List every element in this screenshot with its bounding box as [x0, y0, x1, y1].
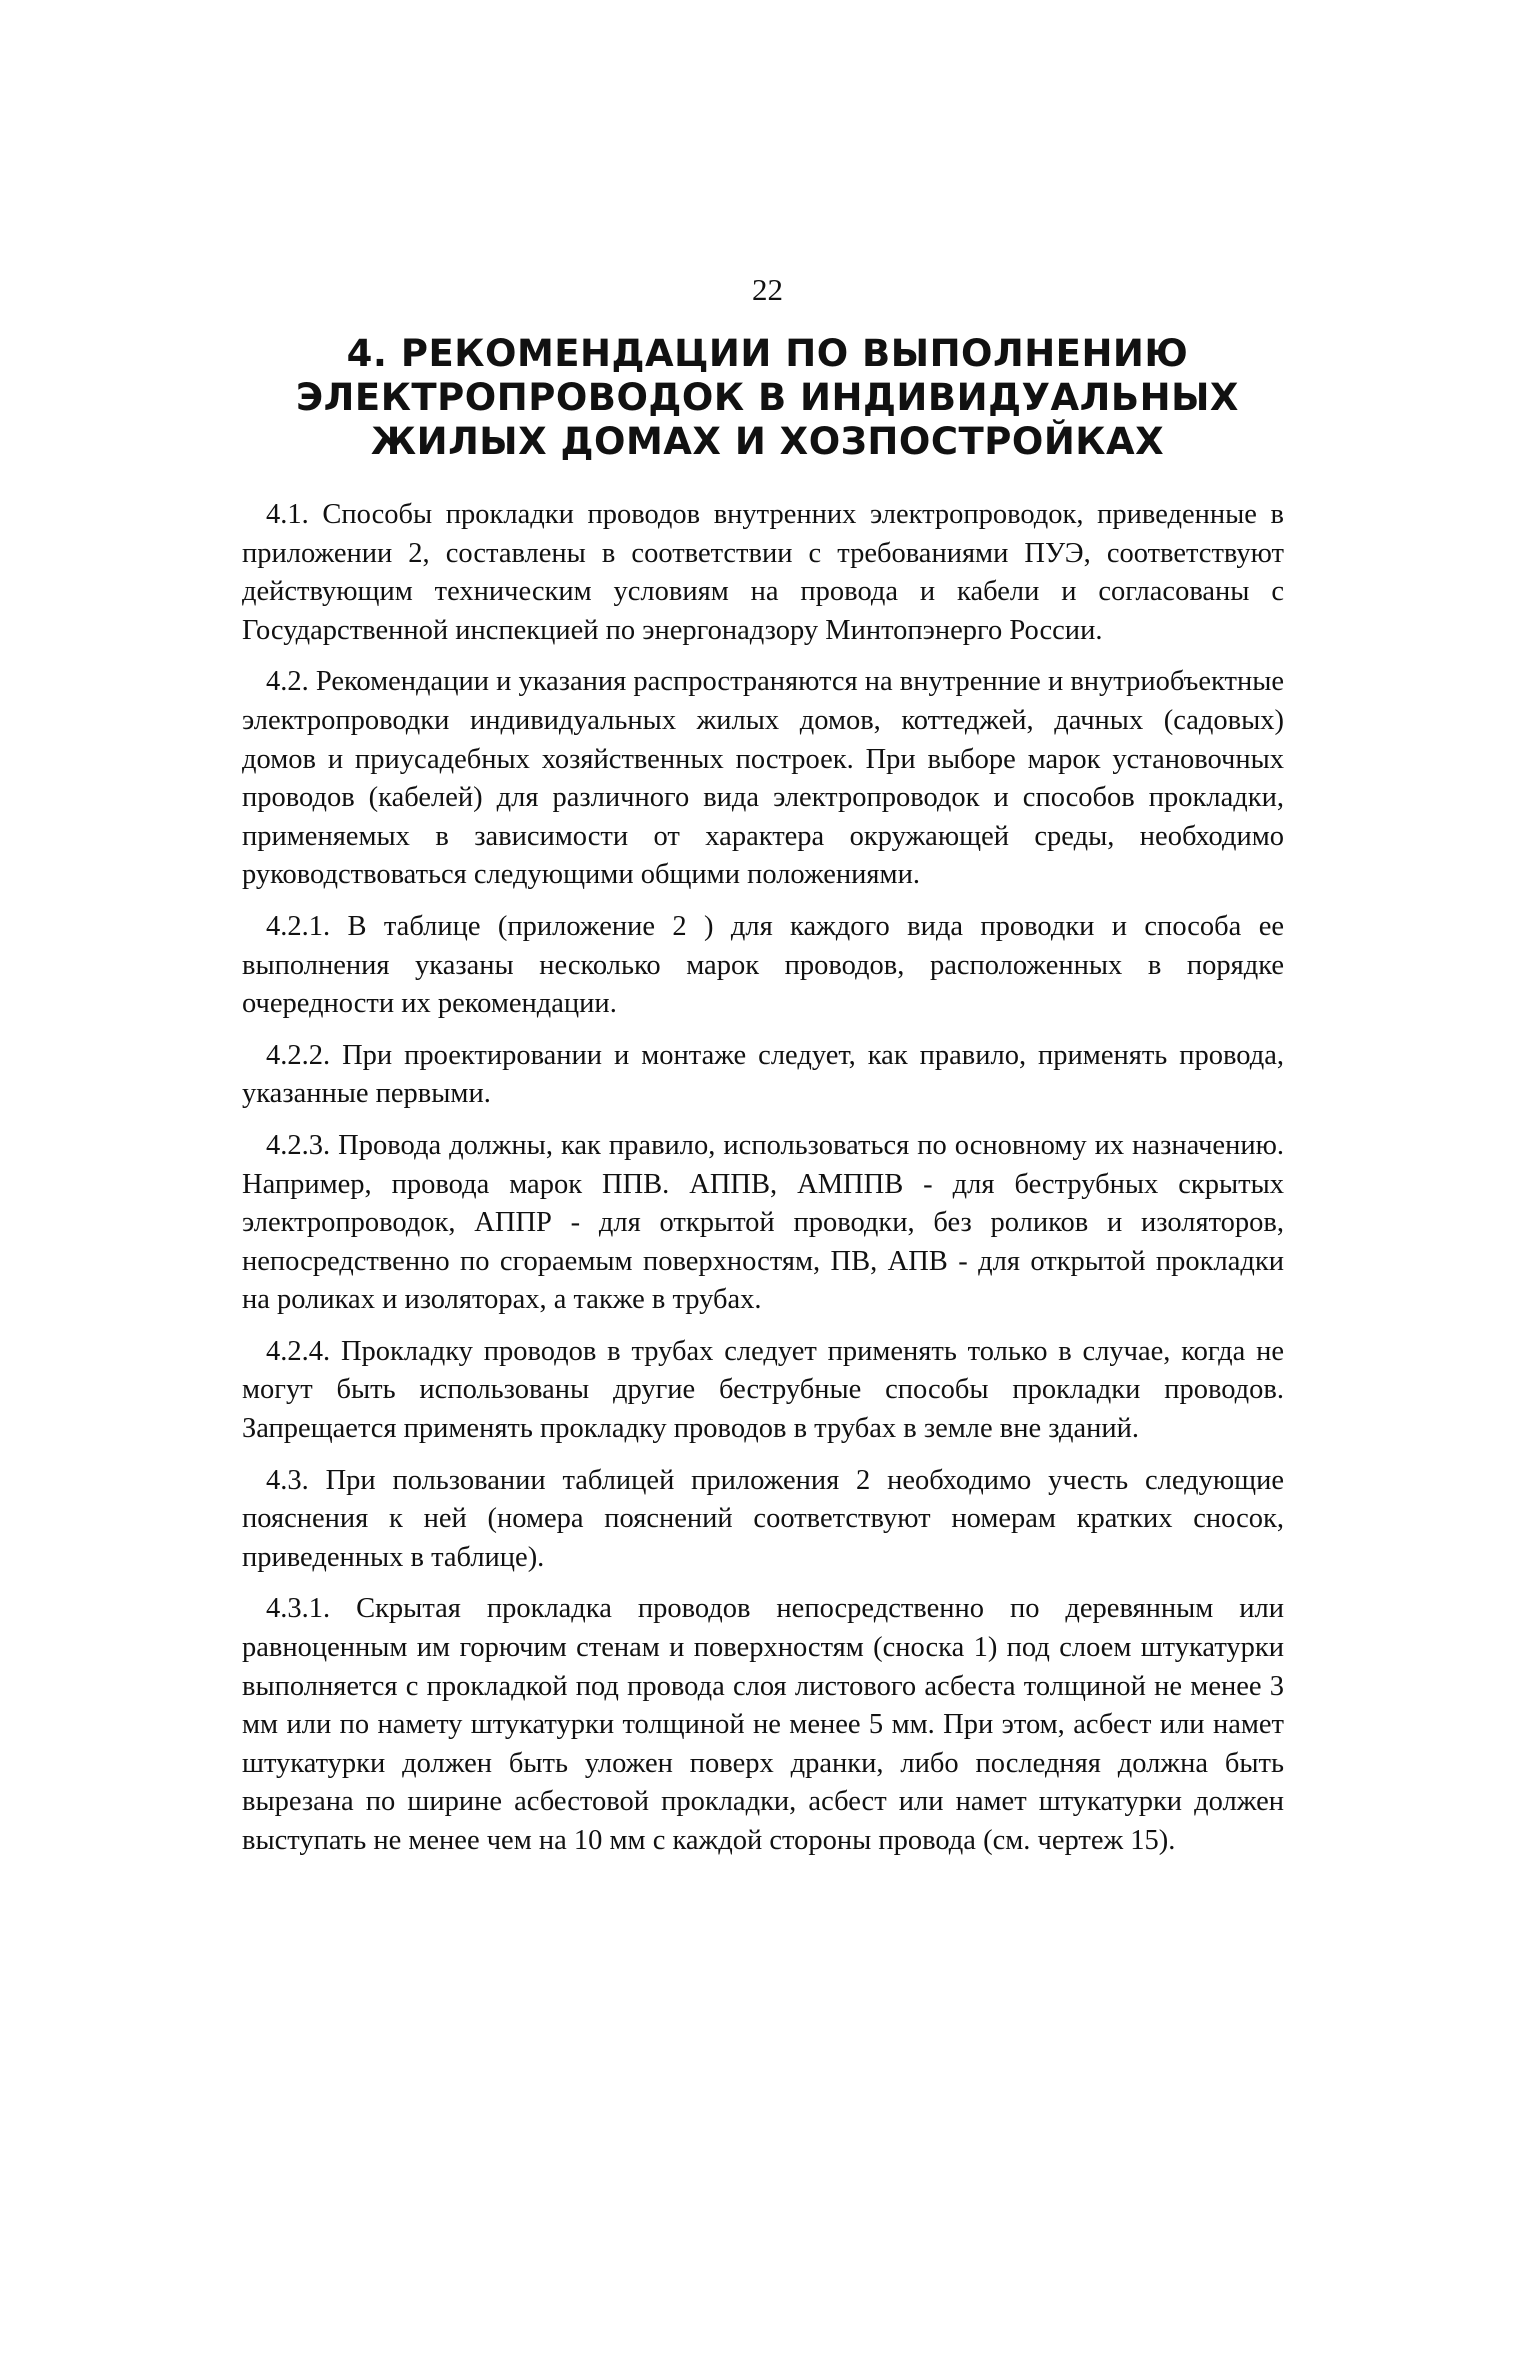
paragraph-number: 4.2.4.: [266, 1335, 331, 1367]
paragraph-4-2-4: [242, 1333, 1284, 1449]
paragraph-text: Прокладку проводов в трубах следует применять только в случае, когда не могут быть использованы другие беструбные способы прокладки проводов. Запрещается применять прокладку проводов в трубах в земле вне зданий.: [242, 1335, 1285, 1445]
paragraph-text: Скрытая прокладка проводов непосредственно по деревянным или равноценным им горючим стенам и поверхностям (сноска 1) под слоем штукатурки выполняется с прокладкой под провода слоя листового асбеста толщиной не менее 3 мм или по намету штукатурки толщиной не менее 5 мм. При этом, асбест или намет штукатурки должен быть уложен поверх дранки, либо последняя должна быть вырезана по ширине асбестовой прокладки, асбест или намет штукатурки должен выступать не менее чем на 10 мм с каждой стороны провода (см. чертеж 15).: [242, 1593, 1284, 1856]
paragraph-4-1: [242, 496, 1284, 650]
paragraph-4-2: [242, 663, 1284, 895]
section-heading: [240, 332, 1295, 464]
paragraph-text: При проектировании и монтаже следует, как правило, применять провода, указанные первыми.: [242, 1039, 1284, 1110]
page-number: 22: [752, 272, 783, 307]
paragraph-text: Способы прокладки проводов внутренних электропроводок, приведенные в приложении 2, составлены в соответствии с требованиями ПУЭ, соответствуют действующим техническим условиям на провода и кабели и согласованы с Государственной инспекцией по энергонадзору Минтопэнерго России.: [242, 499, 1284, 646]
paragraph-4-2-2: [242, 1037, 1284, 1114]
section-heading-line-3: ЖИЛЫХ ДОМАХ И ХОЗПОСТРОЙКАХ: [370, 420, 1165, 463]
paragraph-number: 4.2.: [266, 666, 309, 698]
paragraph-number: 4.2.2.: [266, 1039, 331, 1071]
paragraph-text: В таблице (приложение 2 ) для каждого вида проводки и способа ее выполнения указаны несколько марок проводов, расположенных в порядке очередности их рекомендации.: [242, 910, 1284, 1020]
paragraph-number: 4.3.: [266, 1464, 309, 1496]
paragraph-number: 4.2.1.: [266, 910, 331, 942]
document-body: [242, 496, 1284, 1874]
paragraph-number: 4.2.3.: [266, 1129, 331, 1161]
paragraph-number: 4.1.: [266, 499, 309, 530]
paragraph-number: 4.3.1.: [266, 1593, 331, 1625]
paragraph-text: Рекомендации и указания распространяются на внутренние и внутриобъектные электропроводки индивидуальных жилых домов, коттеджей, дачных (садовых) домов и приусадебных хозяйственных построек. При выборе марок установочных проводов (кабелей) для различного вида электропроводок и способов прокладки, применяемых в зависимости от характера окружающей среды, необходимо руководствоваться следующими общими положениями.: [242, 666, 1284, 891]
paragraph-4-2-3: [242, 1127, 1284, 1320]
section-heading-line-2: ЭЛЕКТРОПРОВОДОК В ИНДИВИДУАЛЬНЫХ: [296, 376, 1239, 419]
section-heading-line-1: 4. РЕКОМЕНДАЦИИ ПО ВЫПОЛНЕНИЮ: [346, 332, 1189, 375]
paragraph-text: Провода должны, как правило, использоваться по основному их назначению. Например, провода марок ППВ. АППВ, АМППВ - для беструбных скрытых электропроводок, АППР - для открытой проводки, без роликов и изоляторов, непосредственно по сгораемым поверхностям, ПВ, АПВ - для открытой прокладки на роликах и изоляторах, а также в трубах.: [242, 1129, 1285, 1316]
paragraph-4-2-1: [242, 908, 1284, 1024]
paragraph-4-3: [242, 1462, 1284, 1578]
paragraph-text: При пользовании таблицей приложения 2 необходимо учесть следующие пояснения к ней (номера пояснений соответствуют номерам кратких сносок, приведенных в таблице).: [242, 1464, 1284, 1573]
paragraph-4-3-1: [242, 1590, 1284, 1860]
